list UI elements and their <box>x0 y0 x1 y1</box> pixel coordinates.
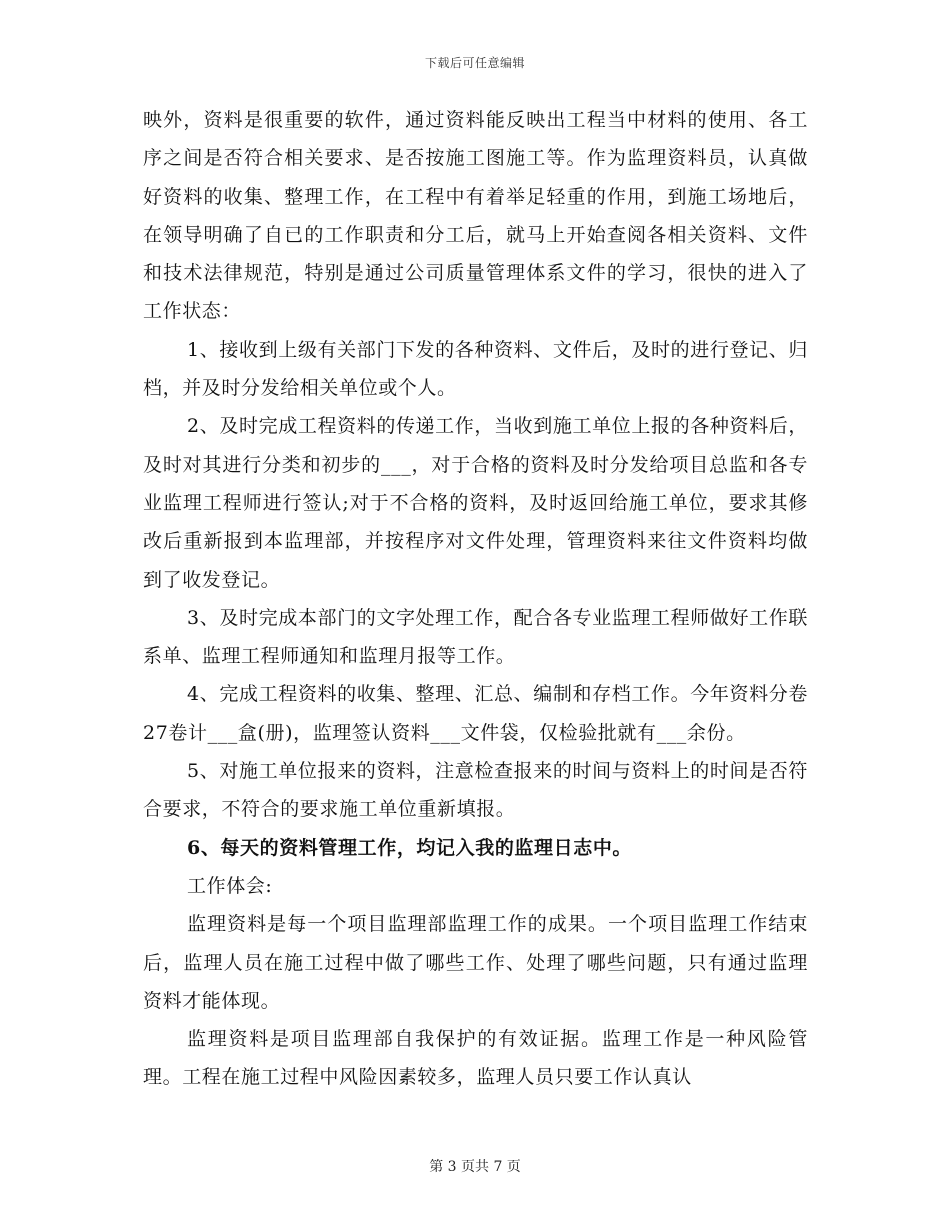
paragraph-1: 映外，资料是很重要的软件，通过资料能反映出工程当中材料的使用、各工序之间是否符合相关要求、是否按施工图施工等。作为监理资料员，认真做好资料的收集、整理工作，在工程中有着举足轻重的作用，到施工场地后，在领导明确了自已的工作职责和分工后，就马上开始查阅各相关资料、文件和技术法律规范，特别是通过公司质量管理体系文件的学习，很快的进入了工作状态： <box>143 109 808 323</box>
paragraph-4: 3、及时完成本部门的文字处理工作，配合各专业监理工程师做好工作联系单、监理工程师通知和监理月报等工作。 <box>143 606 808 668</box>
paragraph-7: 6、每天的资料管理工作，均记入我的监理日志中。 <box>187 836 633 859</box>
paragraph-8: 监理资料是每一个项目监理部监理工作的成果。一个项目监理工作结束后，监理人员在施工过程中做了哪些工作、处理了哪些问题，只有通过监理资料才能体现。 <box>143 913 808 1012</box>
paragraph-2: 1、接收到上级有关部门下发的各种资料、文件后，及时的进行登记、归档，并及时分发给相关单位或个人。 <box>143 338 808 400</box>
page-footer: 第 3 页共 7 页 <box>429 1159 521 1175</box>
document-body <box>143 101 808 1097</box>
paragraph-3: 2、及时完成工程资料的传递工作，当收到施工单位上报的各种资料后，及时对其进行分类和初步的___，对于合格的资料及时分发给项目总监和各专业监理工程师进行签认;对于不合格的资料，及时返回给施工单位，要求其修改后重新报到本监理部，并按程序对文件处理，管理资料来往文件资料均做到了收发登记。 <box>143 415 808 591</box>
page-header: 下载后可任意编辑 <box>424 56 525 70</box>
paragraph-6: 5、对施工单位报来的资料，注意检查报来的时间与资料上的时间是否符合要求，不符合的要求施工单位重新填报。 <box>143 760 808 821</box>
section-heading: 工作体会: <box>187 874 273 897</box>
paragraph-5: 4、完成工程资料的收集、整理、汇总、编制和存档工作。今年资料分卷27卷计___盒(册)，监理签认资料___文件袋，仅检验批就有___余份。 <box>143 683 808 744</box>
paragraph-9: 监理资料是项目监理部自我保护的有效证据。监理工作是一种风险管理。工程在施工过程中风险因素较多，监理人员只要工作认真认 <box>143 1028 808 1089</box>
